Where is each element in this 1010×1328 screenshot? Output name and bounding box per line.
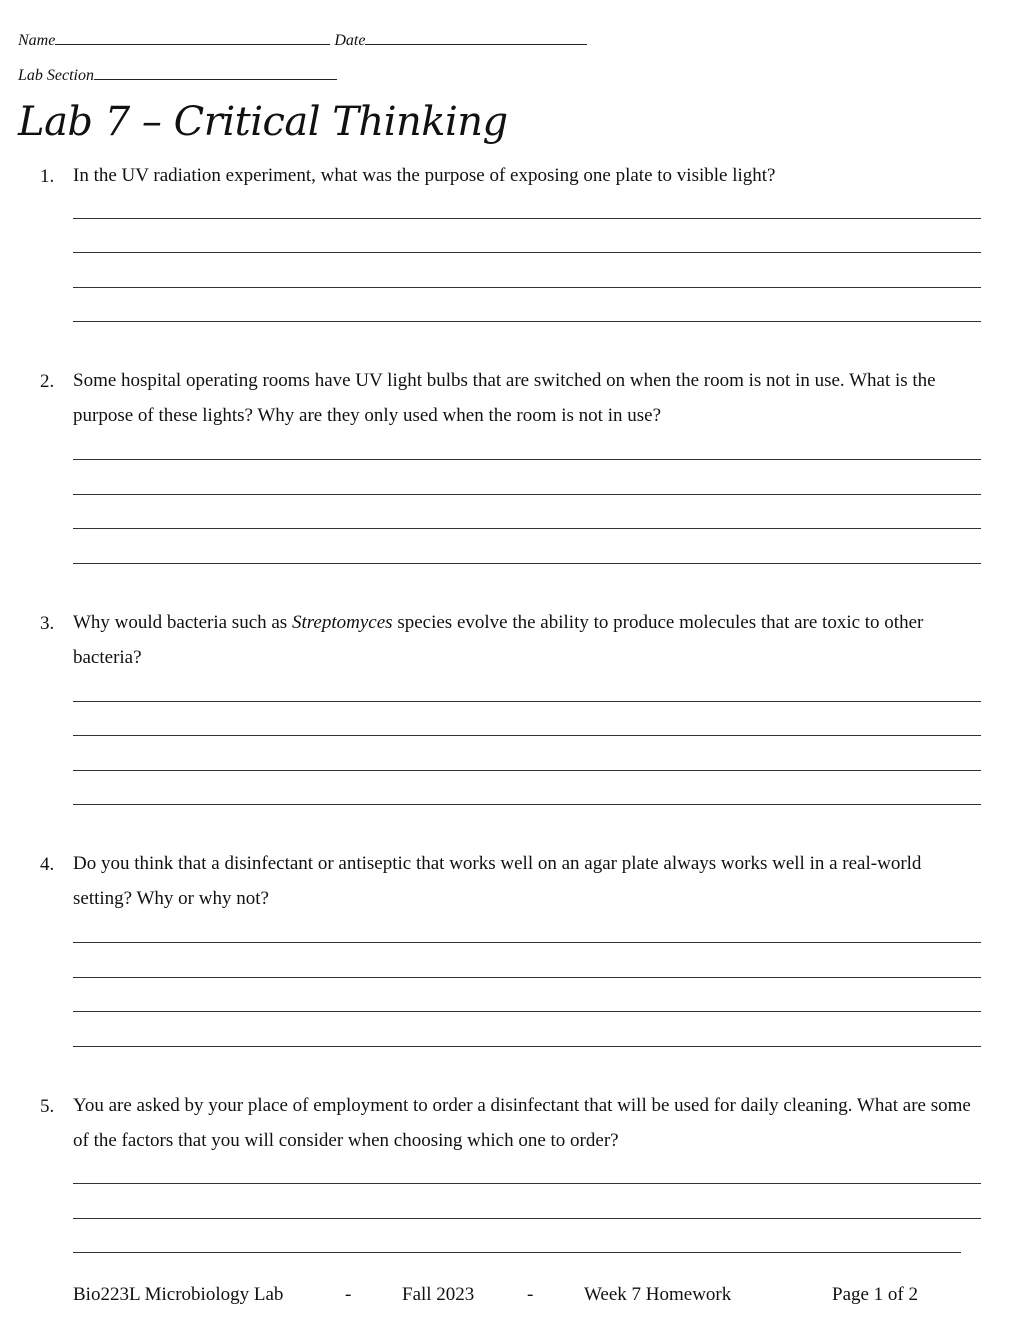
- answer-line[interactable]: [73, 1011, 981, 1012]
- question-text: Do you think that a disinfectant or antiseptic that works well on an agar plate always works well in a real-world setting? Why or why not?: [73, 853, 922, 909]
- answer-line[interactable]: [73, 287, 981, 288]
- question-number: 2.: [40, 371, 55, 392]
- answer-line[interactable]: [73, 321, 981, 322]
- question-number: 4.: [40, 854, 55, 875]
- lab-section-field[interactable]: [94, 78, 337, 80]
- footer-page-number: Page 1 of 2: [832, 1284, 919, 1305]
- date-field[interactable]: [365, 43, 587, 45]
- answer-line[interactable]: [73, 528, 981, 529]
- organism-name: Streptomyces: [291, 612, 393, 633]
- answer-line[interactable]: [73, 1252, 961, 1253]
- question-text: Some hospital operating rooms have UV light bulbs that are switched on when the room is not in use. What is the purpose of these lights? Why are they only used when the room is not in use?: [73, 370, 936, 426]
- answer-line[interactable]: [73, 459, 981, 460]
- footer-course: Bio223L Microbiology Lab: [73, 1284, 284, 1305]
- date-label: Date: [334, 32, 366, 49]
- answer-line[interactable]: [73, 563, 981, 564]
- question-number: 1.: [40, 166, 55, 187]
- footer-separator: -: [527, 1284, 534, 1305]
- footer-assignment: Week 7 Homework: [584, 1284, 732, 1305]
- name-field[interactable]: [55, 43, 330, 45]
- answer-line[interactable]: [73, 770, 981, 771]
- lab-section-row: [18, 67, 337, 85]
- page-title: Lab 7 – Critical Thinking: [18, 99, 508, 145]
- answer-line[interactable]: [73, 1183, 981, 1184]
- name-label: Name: [18, 32, 56, 49]
- answer-line[interactable]: [73, 1046, 981, 1047]
- lab-section-label: Lab Section: [18, 67, 94, 84]
- footer-term: Fall 2023: [402, 1284, 475, 1305]
- answer-line[interactable]: [73, 804, 981, 805]
- answer-line[interactable]: [73, 1218, 981, 1219]
- question-number: 5.: [40, 1096, 55, 1117]
- footer-separator: -: [345, 1284, 352, 1305]
- answer-line[interactable]: [73, 977, 981, 978]
- question-text: Why would bacteria such as Streptomyces species evolve the ability to produce molecules that are toxic to other bacteria?: [73, 612, 924, 668]
- answer-line[interactable]: [73, 701, 981, 702]
- question-text: You are asked by your place of employment to order a disinfectant that will be used for daily cleaning. What are some of the factors that you will consider when choosing which one to order?: [73, 1095, 971, 1151]
- question-number: 3.: [40, 613, 55, 634]
- answer-line[interactable]: [73, 252, 981, 253]
- answer-line[interactable]: [73, 494, 981, 495]
- answer-line[interactable]: [73, 735, 981, 736]
- name-date-row: [18, 32, 587, 50]
- question-text: In the UV radiation experiment, what was the purpose of exposing one plate to visible light?: [73, 165, 776, 186]
- answer-line[interactable]: [73, 942, 981, 943]
- answer-line[interactable]: [73, 218, 981, 219]
